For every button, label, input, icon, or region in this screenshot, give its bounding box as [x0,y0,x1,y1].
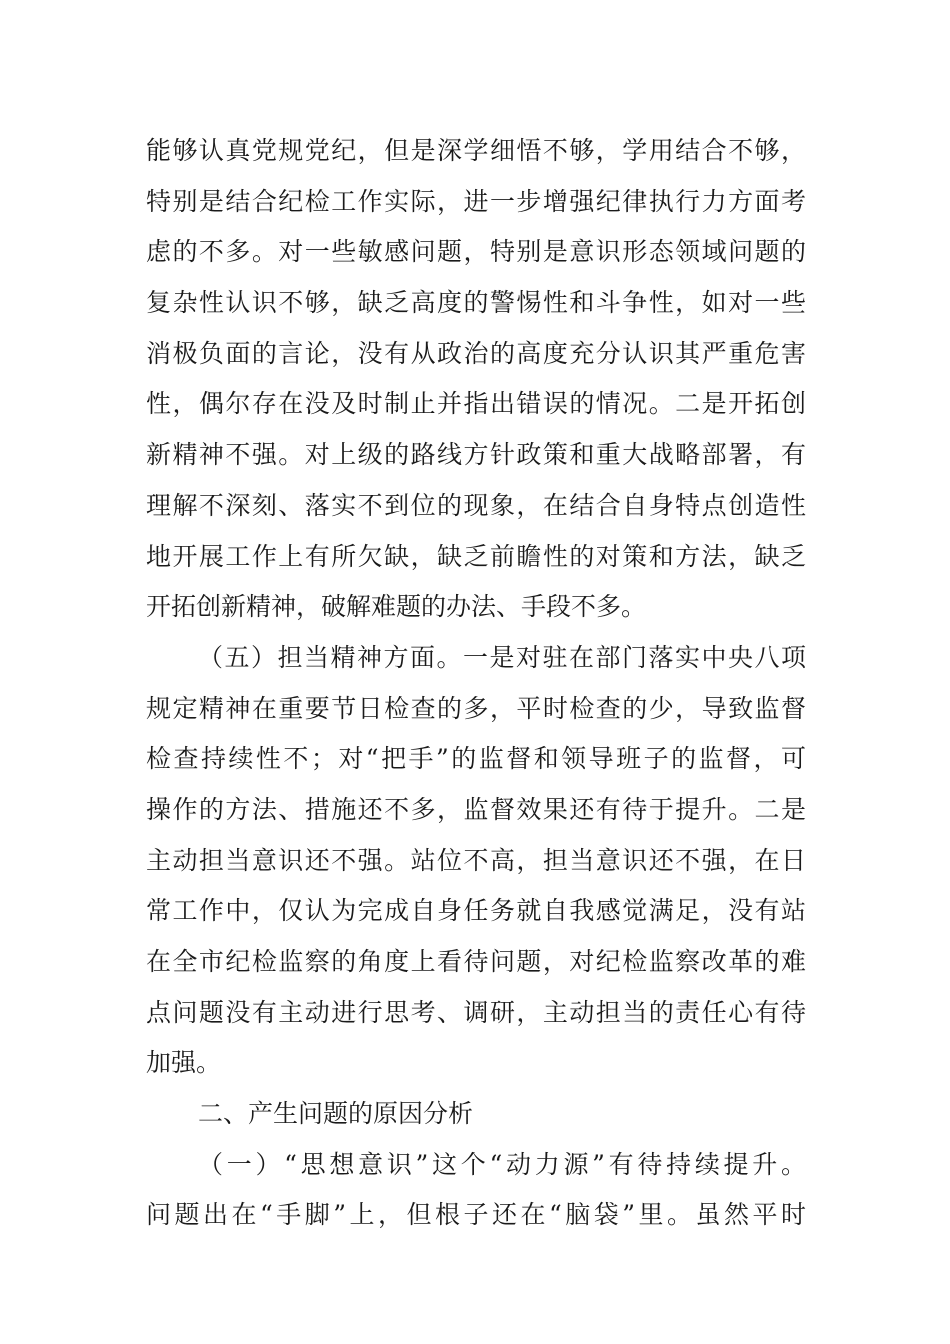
text-line: 新精神不强。对上级的路线方针政策和重大战略部署，有 [146,440,806,470]
text-line: 开拓创新精神，破解难题的办法、手段不多。 [146,592,647,622]
text-line: 规定精神在重要节日检查的多，平时检查的少，导致监督 [146,693,806,723]
chapter-heading: 二、产生问题的原因分析 [198,1099,474,1129]
text-line: 性，偶尔存在没及时制止并指出错误的情况。二是开拓创 [146,389,806,419]
text-line: 常工作中，仅认为完成自身任务就自我感觉满足，没有站 [146,896,806,926]
text-line: 问题出在“手脚”上，但根子还在“脑袋”里。虽然平时 [146,1200,806,1230]
section-heading-line: （五）担当精神方面。一是对驻在部门落实中央八项 [198,642,806,672]
text-line: 特别是结合纪检工作实际，进一步增强纪律执行力方面考 [146,186,806,216]
text-line: 加强。 [146,1048,222,1078]
text-line: 在全市纪检监察的角度上看待问题，对纪检监察改革的难 [146,947,806,976]
text-line: 复杂性认识不够，缺乏高度的警惕性和斗争性，如对一些 [146,288,806,318]
document-body [146,126,806,1241]
text-line: 地开展工作上有所欠缺，缺乏前瞻性的对策和方法，缺乏 [146,541,806,571]
text-line: 检查持续性不；对“把手”的监督和领导班子的监督，可 [146,744,806,774]
text-line: 消极负面的言论，没有从政治的高度充分认识其严重危害 [146,338,806,368]
section-heading-line: （一）“思想意识”这个“动力源”有待持续提升。 [198,1149,806,1179]
text-line: 点问题没有主动进行思考、调研，主动担当的责任心有待 [146,997,806,1027]
text-line: 理解不深刻、落实不到位的现象，在结合自身特点创造性 [146,490,806,520]
text-line: 虑的不多。对一些敏感问题，特别是意识形态领域问题的 [146,237,806,267]
text-line: 主动担当意识还不强。站位不高，担当意识还不强，在日 [146,845,806,875]
text-line: 能够认真党规党纪，但是深学细悟不够，学用结合不够， [146,136,806,165]
text-line: 操作的方法、措施还不多，监督效果还有待于提升。二是 [146,794,806,824]
